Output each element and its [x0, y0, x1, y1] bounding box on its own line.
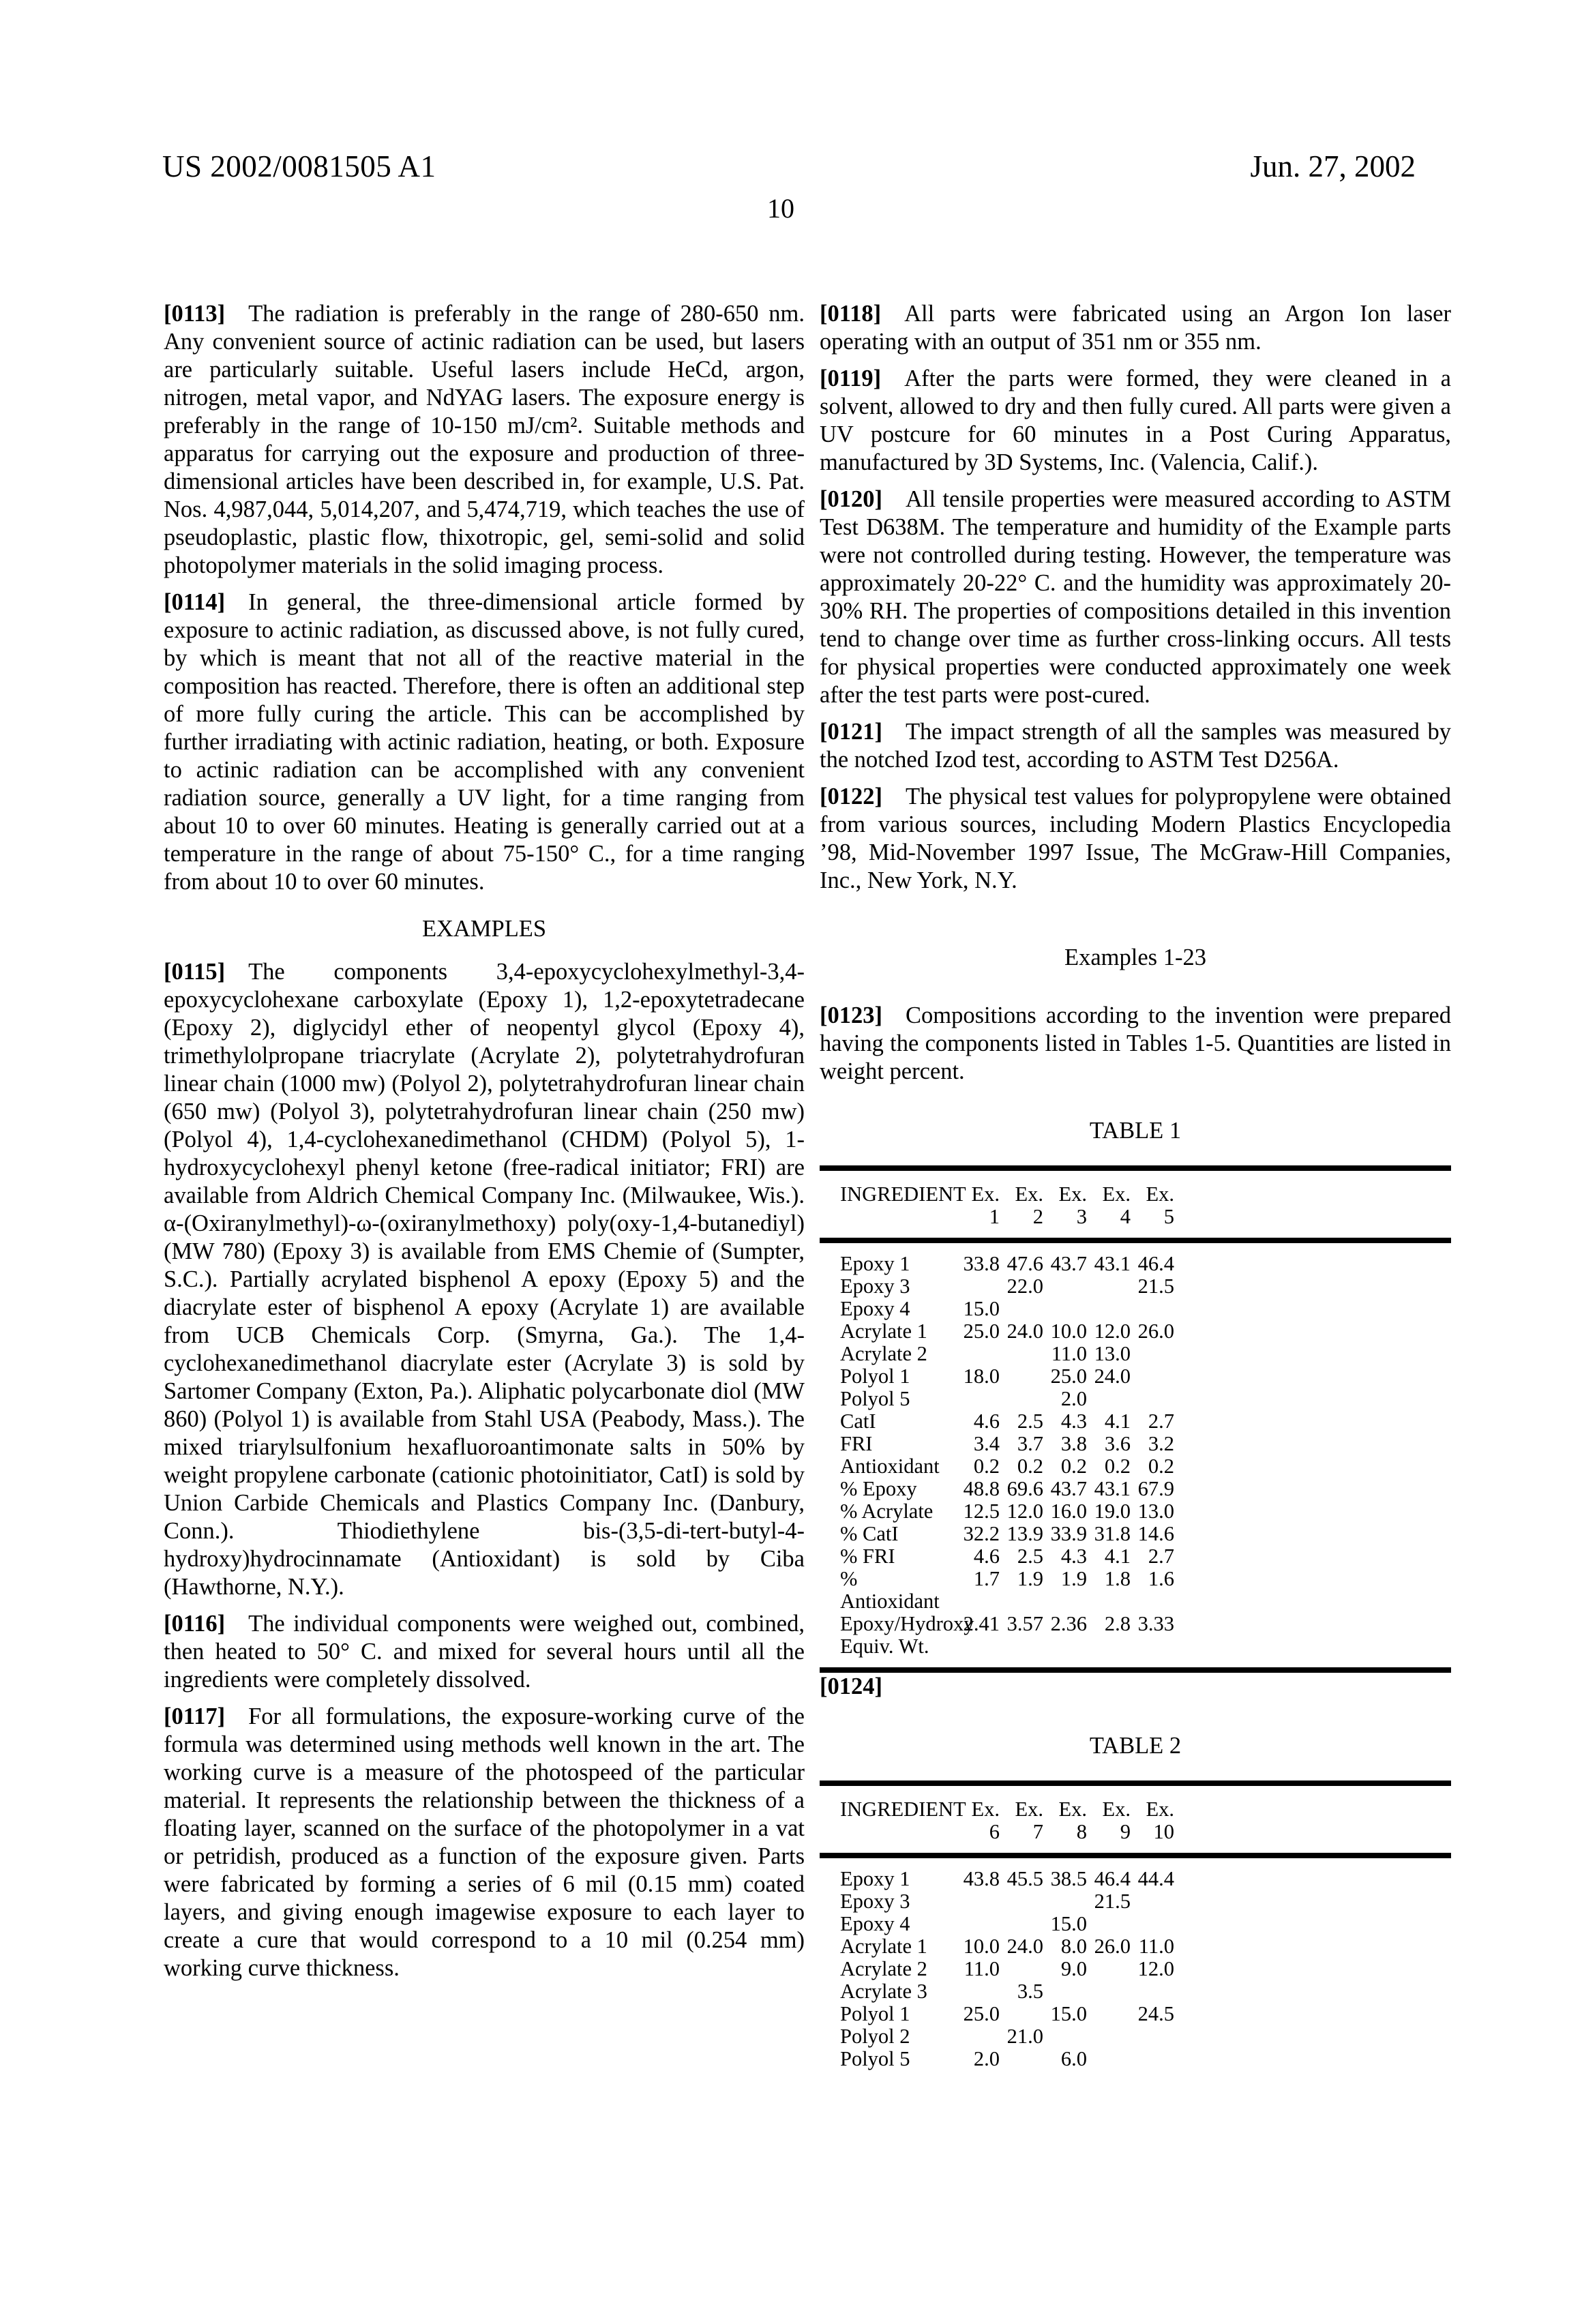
ingredient-cell: Acrylate 2 [840, 1957, 927, 1980]
paragraph-text: In general, the three-dimensional article formed by exposure to actinic radiation, as discussed above, is not fully cured, by which is meant that not all of the reactive material in the composition has reacted. Therefore, there is often an additional step of more fully curing the article. This can be accomplished by further irradiating with actinic radiation, heating, or both. Exposure to actinic radiation can be accomplished with any convenient radiation source, generally a UV light, for a time ranging from about 10 to over 60 minutes. Heating is generally carried out at a temperature in the range of about 75-150° C., for a time ranging from about 10 to over 60 minutes. [164, 589, 805, 895]
paragraph-text: After the parts were formed, they were cleaned in a solvent, allowed to dry and then fully cured. All parts were given a UV postcure for 60 minutes in a Post Curing Apparatus, manufactured by 3D Systems, Inc. (Valencia, Calif.). [820, 366, 1451, 475]
table-row [820, 2003, 1451, 2025]
value-cell [1043, 1980, 1087, 2003]
value-cell [1131, 2025, 1174, 2048]
ingredient-cell: Polyol 5 [840, 2047, 910, 2070]
paragraph-number: [0120] [820, 486, 882, 512]
paragraph-text: The radiation is preferably in the range of 280-650 nm. Any convenient source of actinic radiation can be used, but lasers are particularly suitable. Useful lasers include HeCd, argon, nitrogen, metal vapor, and NdYAG lasers. The exposure energy is preferably in the range of 10-150 mJ/cm². Suitable methods and apparatus for carrying out the exposure and production of three-dimensional articles have been described in, for example, U.S. Pat. Nos. 4,987,044, 5,014,207, and 5,474,719, which teaches the use of pseudoplastic, plastic flow, thixotropic, gel, semi-solid and solid photopolymer materials in the solid imaging process. [164, 301, 805, 578]
value-cell: 3.5 [1017, 1980, 1043, 2003]
value-cell: 24.0 [1094, 1365, 1131, 1388]
ingredient-cell: Epoxy 4 [840, 1912, 910, 1935]
value-cell [1043, 1298, 1087, 1320]
ingredient-cell: Epoxy 3 [840, 1890, 910, 1913]
value-cell: 18.0 [963, 1365, 1000, 1388]
value-cell: 13.0 [1094, 1342, 1131, 1365]
column-header: Ex. 2 [1000, 1168, 1043, 1240]
value-cell [1000, 1365, 1043, 1388]
value-cell: 32.2 [963, 1522, 1000, 1545]
paragraph-text: All parts were fabricated using an Argon Ion laser operating with an output of 351 nm or 355 nm. [820, 301, 1451, 355]
value-cell: 0.2 [973, 1455, 1000, 1478]
paragraph-number: [0113] [164, 301, 226, 327]
paragraph-text: The impact strength of all the samples was measured by the notched Izod test, according to ASTM Test D256A. [820, 719, 1451, 773]
column-header: Ex. 5 [1131, 1168, 1174, 1240]
column-header: Ex. 7 [1000, 1783, 1043, 1856]
ingredient-cell: % CatI [840, 1522, 899, 1545]
value-cell: 45.5 [1006, 1867, 1043, 1890]
row-filler [1174, 1568, 1451, 1613]
value-cell [1000, 1913, 1043, 1935]
column-header: INGREDIENT [820, 1168, 956, 1240]
value-cell [1087, 1980, 1131, 2003]
value-cell: 4.1 [1104, 1545, 1131, 1568]
paragraph-0121 [820, 718, 1451, 774]
value-cell: 43.1 [1094, 1252, 1131, 1275]
value-cell: 3.8 [1060, 1432, 1087, 1455]
value-cell [956, 2025, 1000, 2048]
value-cell [956, 1388, 1000, 1410]
header-filler [1174, 1168, 1451, 1240]
paragraph-number: [0119] [820, 366, 882, 391]
column-header: Ex. 3 [1043, 1168, 1087, 1240]
column-header: Ex. 4 [1087, 1168, 1131, 1240]
patent-publication-number: US 2002/0081505 A1 [162, 149, 436, 183]
value-cell: 12.0 [1094, 1320, 1131, 1343]
value-cell: 43.1 [1094, 1477, 1131, 1500]
value-cell: 12.0 [1137, 1957, 1174, 1980]
paragraph-0116 [164, 1610, 805, 1694]
value-cell: 12.5 [963, 1500, 1000, 1523]
value-cell [1087, 1388, 1131, 1410]
value-cell: 24.5 [1137, 2002, 1174, 2025]
value-cell: 33.9 [1050, 1522, 1087, 1545]
paragraph-text: The physical test values for polypropylene were obtained from various sources, including Modern Plastics Encyclopedia ’98, Mid-November 1997 Issue, The McGraw-Hill Companies, Inc., New York, N.Y. [820, 784, 1451, 893]
value-cell: 21.0 [1006, 2025, 1043, 2048]
row-filler [1174, 1275, 1451, 1298]
table-row [820, 1613, 1451, 1670]
value-cell: 11.0 [1138, 1935, 1174, 1958]
table-row [820, 1958, 1451, 1980]
ingredient-cell: Epoxy 4 [840, 1297, 910, 1320]
value-cell: 47.6 [1006, 1252, 1043, 1275]
paragraph-number: [0123] [820, 1002, 882, 1028]
value-cell: 2.5 [1017, 1545, 1043, 1568]
value-cell: 1.7 [973, 1567, 1000, 1590]
column-header: Ex. 1 [956, 1168, 1000, 1240]
paragraph-text: All tensile properties were measured according to ASTM Test D638M. The temperature and humidity of the Example parts were not controlled during testing. However, the temperature was approximately 20-22° C. and the humidity was approximately 20-30% RH. The properties of compositions detailed in this invention tend to change over time as further cross-linking occurs. All tests for physical properties were conducted approximately one week after the test parts were post-cured. [820, 486, 1451, 708]
value-cell: 26.0 [1094, 1935, 1131, 1958]
value-cell: 22.0 [1006, 1275, 1043, 1298]
value-cell: 1.8 [1104, 1567, 1131, 1590]
ingredient-cell: Epoxy 3 [840, 1275, 910, 1298]
table-row [820, 1240, 1451, 1275]
value-cell: 10.0 [963, 1935, 1000, 1958]
value-cell: 24.0 [1006, 1935, 1043, 1958]
value-cell: 43.7 [1050, 1252, 1087, 1275]
value-cell: 4.6 [973, 1545, 1000, 1568]
row-filler [1174, 1433, 1451, 1455]
column-header: Ex. 6 [956, 1783, 1000, 1856]
value-cell: 3.6 [1104, 1432, 1131, 1455]
ingredient-cell: Epoxy/Hydroxy Equiv. Wt. [840, 1612, 974, 1658]
table-row [820, 1568, 1451, 1613]
row-filler [1174, 1410, 1451, 1433]
value-cell [1000, 1958, 1043, 1980]
table-row [820, 2048, 1451, 2080]
ingredient-cell: % FRI [840, 1545, 895, 1568]
value-cell [1131, 1890, 1174, 1913]
value-cell: 3.33 [1137, 1612, 1174, 1635]
value-cell: 16.0 [1050, 1500, 1087, 1523]
row-filler [1174, 1240, 1451, 1275]
ingredient-cell: Polyol 5 [840, 1387, 910, 1410]
value-cell [1087, 1958, 1131, 1980]
ingredient-cell: % Antioxidant [840, 1567, 940, 1613]
value-cell: 4.3 [1060, 1545, 1087, 1568]
row-filler [1174, 1455, 1451, 1478]
ingredient-cell: FRI [840, 1432, 873, 1455]
page-number: 10 [767, 193, 794, 224]
row-filler [1174, 1980, 1451, 2003]
row-filler [1174, 1343, 1451, 1365]
row-filler [1174, 1613, 1451, 1670]
value-cell: 2.7 [1148, 1410, 1174, 1433]
row-filler [1174, 1856, 1451, 1890]
value-cell: 44.4 [1137, 1867, 1174, 1890]
value-cell: 2.41 [963, 1612, 1000, 1635]
value-cell [1087, 1275, 1131, 1298]
value-cell: 19.0 [1094, 1500, 1131, 1523]
value-cell: 0.2 [1060, 1455, 1087, 1478]
value-cell: 0.2 [1148, 1455, 1174, 1478]
value-cell [956, 1913, 1000, 1935]
column-header: Ex. 10 [1131, 1783, 1174, 1856]
row-filler [1174, 1478, 1451, 1500]
value-cell [956, 1890, 1000, 1913]
paragraph-number: [0115] [164, 959, 226, 985]
table-row [820, 1343, 1451, 1365]
value-cell: 2.0 [1060, 1387, 1087, 1410]
table-row [820, 1478, 1451, 1500]
value-cell [1131, 1365, 1174, 1388]
value-cell: 11.0 [1051, 1342, 1087, 1365]
value-cell [1131, 1388, 1174, 1410]
value-cell: 21.5 [1094, 1890, 1131, 1913]
table-row [820, 1365, 1451, 1388]
row-filler [1174, 1545, 1451, 1568]
value-cell: 10.0 [1050, 1320, 1087, 1343]
table-row [820, 1455, 1451, 1478]
ingredient-cell: % Epoxy [840, 1477, 917, 1500]
value-cell: 0.2 [1104, 1455, 1131, 1478]
column-header: Ex. 9 [1087, 1783, 1131, 1856]
table-title: TABLE 2 [1089, 1733, 1182, 1759]
value-cell: 4.1 [1104, 1410, 1131, 1433]
row-filler [1174, 1320, 1451, 1343]
table-2 [820, 1781, 1451, 2080]
paragraph-text: Compositions according to the invention were prepared having the components listed in Tables 1-5. Quantities are listed in weight percent. [820, 1002, 1451, 1084]
table-row [820, 1320, 1451, 1343]
paragraph-number: [0118] [820, 301, 882, 327]
ingredient-cell: Polyol 2 [840, 2025, 910, 2048]
table-row [820, 1980, 1451, 2003]
paragraph-0124 [820, 1673, 1451, 1701]
value-cell [1043, 1275, 1087, 1298]
value-cell [1131, 1343, 1174, 1365]
ingredient-cell: Polyol 1 [840, 1365, 910, 1388]
paragraph-number: [0124] [820, 1673, 882, 1699]
value-cell: 25.0 [963, 2002, 1000, 2025]
paragraph-number: [0122] [820, 784, 882, 809]
value-cell: 4.3 [1060, 1410, 1087, 1433]
paragraph-text: For all formulations, the exposure-working curve of the formula was determined using methods well known in the art. The working curve is a measure of the photospeed of the particular material. It represents the relationship between the thickness of a floating layer, scanned on the surface of the photopolymer in a vat or petridish, produced as a function of the exposure given. Parts were fabricated by forming a series of 6 mil (0.15 mm) coated layers, and giving enough imagewise exposure to each layer to create a cure that would correspond to a 10 mil (0.254 mm) working curve thickness. [164, 1703, 805, 1981]
paragraph-0117 [164, 1703, 805, 1982]
ingredient-cell: CatI [840, 1410, 876, 1433]
value-cell [1043, 1890, 1087, 1913]
value-cell: 2.8 [1104, 1612, 1131, 1635]
left-column [164, 300, 805, 1991]
column-header: Ex. 8 [1043, 1783, 1087, 1856]
column-header: INGREDIENT [820, 1783, 956, 1856]
ingredient-cell: Acrylate 3 [840, 1980, 927, 2003]
value-cell [1000, 1890, 1043, 1913]
paragraph-0114 [164, 589, 805, 896]
section-heading: Examples 1-23 [1064, 944, 1206, 970]
value-cell: 2.5 [1017, 1410, 1043, 1433]
paragraph-0120 [820, 486, 1451, 709]
value-cell: 14.6 [1137, 1522, 1174, 1545]
ingredient-cell: Acrylate 1 [840, 1935, 927, 1958]
value-cell: 24.0 [1006, 1320, 1043, 1343]
row-filler [1174, 1935, 1451, 1958]
row-filler [1174, 2048, 1451, 2080]
value-cell [1000, 2003, 1043, 2025]
value-cell: 8.0 [1060, 1935, 1087, 1958]
table-header-row [820, 1168, 1451, 1240]
value-cell [1043, 2025, 1087, 2048]
value-cell: 25.0 [1050, 1365, 1087, 1388]
paragraph-0122 [820, 783, 1451, 895]
table-row [820, 1500, 1451, 1523]
paragraph-0123 [820, 1002, 1451, 1086]
paragraph-text: The components 3,4-epoxycyclohexylmethyl-3,4-epoxycyclohexane carboxylate (Epoxy 1), 1,2-epoxytetradecane (Epoxy 2), diglycidyl ether of neopentyl glycol (Epoxy 4), trimethylolpropane triacrylate (Acrylate 2), polytetrahydrofuran linear chain (1000 mw) (Polyol 2), polytetrahydrofuran linear chain (650 mw) (Polyol 3), polytetrahydrofuran linear chain (250 mw) (Polyol 4), 1,4-cyclohexanedimethanol (CHDM) (Polyol 5), 1-hydroxycyclohexyl phenyl ketone (free-radical initiator; FRI) are available from Aldrich Chemical Company Inc. (Milwaukee, Wis.). α-(Oxiranylmethyl)-ω-(oxiranylmethoxy) poly(oxy-1,4-butanediyl) (MW 780) (Epoxy 3) is available from EMS Chemie of (Sumpter, S.C.). Partially acrylated bisphenol A epoxy (Epoxy 5) and the diacrylate ester of bisphenol A epoxy (Acrylate 1) are available from UCB Chemicals Corp. (Smyrna, Ga.). The 1,4-cyclohexanedimethanol diacrylate ester (Acrylate 3) is sold by Sartomer Company (Exton, Pa.). Aliphatic polycarbonate diol (MW 860) (Polyol 1) is available from Stahl USA (Peabody, Mass.). The mixed triarylsulfonium hexafluoroantimonate salts in 50% by weight propylene carbonate (cationic photoinitiator, CatI) is sold by Union Carbide Chemicals and Plastics Company Inc. (Danbury, Conn.). Thiodiethylene bis-(3,5-di-tert-butyl-4-hydroxy)hydrocinnamate (Antioxidant) is sold by Ciba (Hawthorne, N.Y.). [164, 959, 805, 1600]
value-cell: 31.8 [1094, 1522, 1131, 1545]
value-cell [1131, 1298, 1174, 1320]
value-cell: 2.7 [1148, 1545, 1174, 1568]
row-filler [1174, 1913, 1451, 1935]
value-cell [1000, 1343, 1043, 1365]
paragraph-0118 [820, 300, 1451, 356]
value-cell: 6.0 [1060, 2047, 1087, 2070]
value-cell [1087, 2003, 1131, 2025]
value-cell [1087, 1913, 1131, 1935]
table-1 [820, 1165, 1451, 1673]
value-cell [1131, 1980, 1174, 2003]
value-cell: 21.5 [1137, 1275, 1174, 1298]
value-cell: 1.9 [1017, 1567, 1043, 1590]
section-heading: EXAMPLES [421, 916, 547, 942]
table-header-row [820, 1783, 1451, 1856]
value-cell [1131, 1913, 1174, 1935]
value-cell: 15.0 [1050, 2002, 1087, 2025]
value-cell: 43.8 [963, 1867, 1000, 1890]
table-row [820, 1388, 1451, 1410]
table-row [820, 1935, 1451, 1958]
value-cell [1087, 2025, 1131, 2048]
value-cell: 3.7 [1017, 1432, 1043, 1455]
ingredient-cell: Antioxidant [840, 1455, 940, 1478]
paragraph-number: [0117] [164, 1703, 226, 1729]
value-cell: 26.0 [1137, 1320, 1174, 1343]
table-row [820, 1410, 1451, 1433]
value-cell: 15.0 [963, 1297, 1000, 1320]
row-filler [1174, 1890, 1451, 1913]
table-row [820, 1523, 1451, 1545]
paragraph-number: [0121] [820, 719, 882, 745]
table-row [820, 1545, 1451, 1568]
paragraph-0119 [820, 365, 1451, 477]
value-cell: 4.6 [973, 1410, 1000, 1433]
value-cell [956, 1980, 1000, 2003]
value-cell: 46.4 [1094, 1867, 1131, 1890]
value-cell: 13.9 [1006, 1522, 1043, 1545]
row-filler [1174, 2003, 1451, 2025]
row-filler [1174, 2025, 1451, 2048]
table-row [820, 2025, 1451, 2048]
value-cell: 13.0 [1137, 1500, 1174, 1523]
value-cell: 25.0 [963, 1320, 1000, 1343]
value-cell [1000, 1388, 1043, 1410]
ingredient-cell: Epoxy 1 [840, 1867, 910, 1890]
table-row [820, 1298, 1451, 1320]
value-cell: 3.2 [1148, 1432, 1174, 1455]
value-cell: 48.8 [963, 1477, 1000, 1500]
value-cell: 2.36 [1050, 1612, 1087, 1635]
value-cell [1000, 1298, 1043, 1320]
value-cell: 3.4 [973, 1432, 1000, 1455]
value-cell: 1.9 [1060, 1567, 1087, 1590]
header-filler [1174, 1783, 1451, 1856]
value-cell [1000, 2048, 1043, 2080]
row-filler [1174, 1523, 1451, 1545]
table-row [820, 1275, 1451, 1298]
value-cell: 43.7 [1050, 1477, 1087, 1500]
row-filler [1174, 1298, 1451, 1320]
ingredient-cell: Polyol 1 [840, 2002, 910, 2025]
table-row [820, 1856, 1451, 1890]
value-cell: 69.6 [1006, 1477, 1043, 1500]
value-cell: 3.57 [1006, 1612, 1043, 1635]
row-filler [1174, 1388, 1451, 1410]
value-cell: 33.8 [963, 1252, 1000, 1275]
table-row [820, 1433, 1451, 1455]
value-cell: 15.0 [1050, 1912, 1087, 1935]
value-cell: 1.6 [1148, 1567, 1174, 1590]
value-cell: 2.0 [973, 2047, 1000, 2070]
value-cell [1087, 2048, 1131, 2080]
ingredient-cell: Acrylate 1 [840, 1320, 927, 1343]
value-cell: 0.2 [1017, 1455, 1043, 1478]
ingredient-cell: Acrylate 2 [840, 1342, 927, 1365]
row-filler [1174, 1500, 1451, 1523]
value-cell: 11.0 [964, 1957, 1000, 1980]
value-cell: 67.9 [1137, 1477, 1174, 1500]
value-cell: 38.5 [1050, 1867, 1087, 1890]
ingredient-cell: Epoxy 1 [840, 1252, 910, 1275]
paragraph-number: [0114] [164, 589, 226, 615]
paragraph-0113 [164, 300, 805, 580]
row-filler [1174, 1365, 1451, 1388]
paragraph-0115 [164, 958, 805, 1601]
ingredient-cell: % Acrylate [840, 1500, 934, 1523]
value-cell: 46.4 [1137, 1252, 1174, 1275]
table-row [820, 1890, 1451, 1913]
paragraph-text: The individual components were weighed out, combined, then heated to 50° C. and mixed for several hours until all the ingredients were completely dissolved. [164, 1611, 805, 1693]
value-cell [956, 1275, 1000, 1298]
value-cell: 9.0 [1060, 1957, 1087, 1980]
row-filler [1174, 1958, 1451, 1980]
paragraph-number: [0116] [164, 1611, 226, 1637]
table-title: TABLE 1 [1089, 1118, 1182, 1144]
value-cell [1087, 1298, 1131, 1320]
value-cell [956, 1343, 1000, 1365]
table-row [820, 1913, 1451, 1935]
value-cell: 12.0 [1006, 1500, 1043, 1523]
publication-date: Jun. 27, 2002 [1250, 149, 1416, 183]
value-cell [1131, 2048, 1174, 2080]
right-column [820, 300, 1451, 2080]
